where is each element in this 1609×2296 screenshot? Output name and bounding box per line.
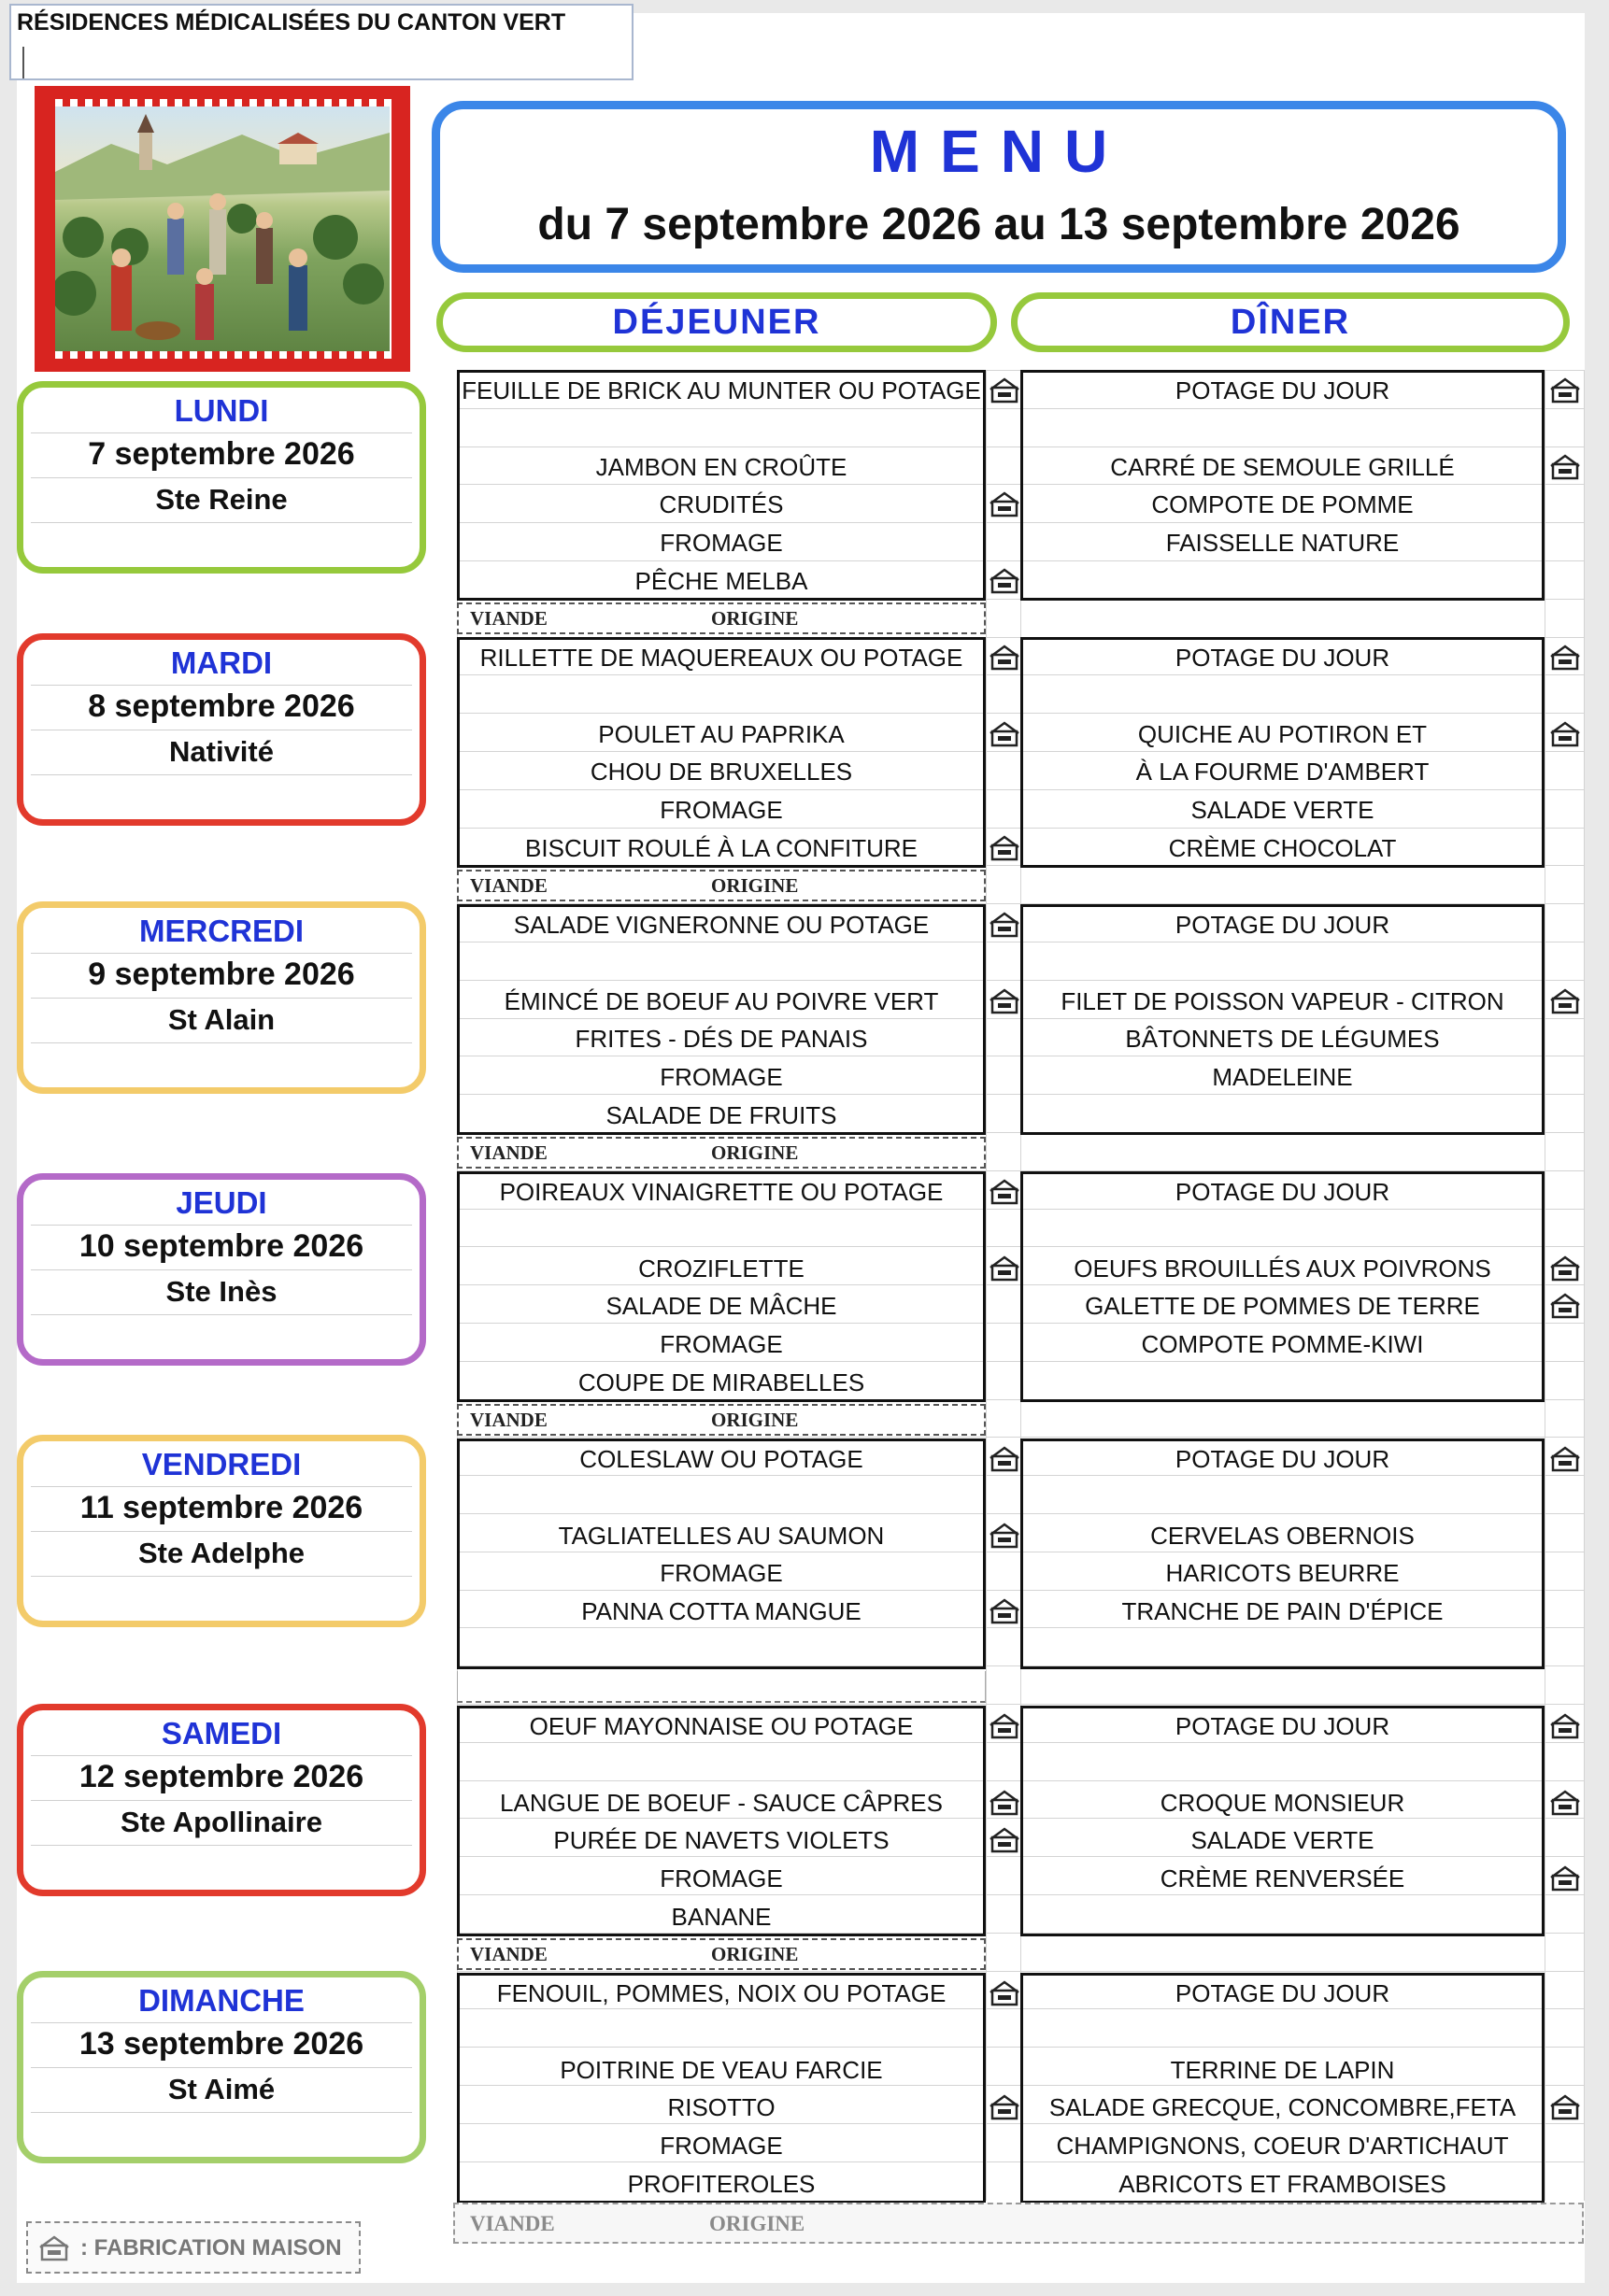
lunch-item <box>457 944 986 982</box>
viande-label: VIANDE <box>470 2212 555 2235</box>
lunch-item: JAMBON EN CROÛTE <box>595 452 847 481</box>
card-divider <box>31 685 412 686</box>
lunch-item: RILLETTE DE MAQUEREAUX OU POTAGE <box>479 644 963 672</box>
lunch-item <box>457 1746 986 1783</box>
day-name: JEUDI <box>176 1185 267 1220</box>
lunch-item: BISCUIT ROULÉ À LA CONFITURE <box>525 834 918 862</box>
home-made-icon <box>990 834 1019 862</box>
lunch-item: PURÉE DE NAVETS VIOLETS <box>553 1826 890 1855</box>
home-made-icon <box>1550 1712 1580 1740</box>
lunch-item <box>457 1212 986 1249</box>
home-made-icon <box>990 1979 1019 2007</box>
dinner-item <box>1020 677 1545 715</box>
residence-name: RÉSIDENCES MÉDICALISÉES DU CANTON VERT <box>17 9 566 35</box>
origine-label: ORIGINE <box>711 606 799 630</box>
day-name: MERCREDI <box>138 914 304 948</box>
dinner-item <box>1020 1097 1545 1134</box>
lunch-item: FROMAGE <box>660 529 783 558</box>
home-made-icon <box>1550 376 1580 404</box>
lunch-item: FROMAGE <box>660 796 783 825</box>
home-made-icon <box>1550 987 1580 1015</box>
dinner-item: MADELEINE <box>1212 1063 1353 1092</box>
day-date: 10 septembre 2026 <box>78 1228 364 1264</box>
day-card-samedi <box>17 1704 426 1896</box>
lunch-item: COLESLAW OU POTAGE <box>579 1445 863 1473</box>
lunch-item: POULET AU PAPRIKA <box>598 719 845 748</box>
viande-label: VIANDE <box>470 606 548 630</box>
day-date: 8 septembre 2026 <box>88 688 355 724</box>
viande-label: VIANDE <box>470 1942 548 1965</box>
lunch-item <box>457 1479 986 1516</box>
home-made-icon <box>990 376 1019 404</box>
dinner-item: COMPOTE DE POMME <box>1151 490 1414 519</box>
viande-origine-empty-row[interactable] <box>457 1671 986 1703</box>
day-card-vendredi <box>17 1435 426 1627</box>
day-date: 13 septembre 2026 <box>78 2026 364 2062</box>
day-saint: Ste Reine <box>155 483 288 516</box>
lunch-item: CHOU DE BRUXELLES <box>590 758 853 787</box>
day-saint: Nativité <box>169 735 274 768</box>
card-divider <box>31 432 412 433</box>
lunch-item: ÉMINCÉ DE BOEUF AU POIVRE VERT <box>504 986 939 1015</box>
dinner-item: QUICHE AU POTIRON ET <box>1137 719 1428 748</box>
dinner-item: POTAGE DU JOUR <box>1175 644 1390 672</box>
lunch-item: CRUDITÉS <box>659 490 784 519</box>
dinner-item <box>1020 1898 1545 1935</box>
viande-origine-row[interactable] <box>457 1404 986 1436</box>
origine-label: ORIGINE <box>709 2212 805 2235</box>
home-made-icon <box>1550 644 1580 672</box>
legend-text: : FABRICATION MAISON <box>80 2235 342 2261</box>
home-made-icon <box>990 987 1019 1015</box>
lunch-item: SALADE DE MÂCHE <box>605 1292 837 1321</box>
viande-label: VIANDE <box>470 1408 548 1431</box>
lunch-item <box>457 2013 986 2050</box>
dinner-item: POTAGE DU JOUR <box>1175 1445 1390 1473</box>
dinner-item: POTAGE DU JOUR <box>1175 376 1390 404</box>
home-made-icon <box>990 1789 1019 1817</box>
dinner-item: POTAGE DU JOUR <box>1175 1979 1390 2007</box>
dinner-item: À LA FOURME D'AMBERT <box>1135 758 1430 787</box>
viande-origine-row[interactable] <box>457 1938 986 1970</box>
day-name: DIMANCHE <box>138 1983 305 2018</box>
dinner-item: SALADE VERTE <box>1190 1826 1374 1855</box>
dinner-item: CARRÉ DE SEMOULE GRILLÉ <box>1110 452 1455 481</box>
dinner-item: SALADE VERTE <box>1190 796 1374 825</box>
viande-origine-row[interactable] <box>457 1137 986 1169</box>
lunch-item: FROMAGE <box>660 1559 783 1588</box>
dinner-item: ABRICOTS ET FRAMBOISES <box>1118 2170 1446 2198</box>
origine-label: ORIGINE <box>711 1408 799 1431</box>
home-made-icon <box>1550 2093 1580 2121</box>
card-divider <box>31 1800 412 1801</box>
lunch-item: TAGLIATELLES AU SAUMON <box>558 1521 885 1550</box>
home-made-icon <box>39 2234 69 2262</box>
dinner-item <box>1020 1479 1545 1516</box>
dinner-item: CRÈME RENVERSÉE <box>1160 1864 1405 1893</box>
home-made-icon <box>1550 1292 1580 1320</box>
lunch-item: POITRINE DE VEAU FARCIE <box>560 2055 883 2084</box>
dinner-item <box>1020 2013 1545 2050</box>
day-saint: St Aimé <box>167 2073 276 2105</box>
lunch-item: OEUF MAYONNAISE OU POTAGE <box>529 1712 914 1740</box>
day-saint: Ste Inès <box>165 1275 278 1308</box>
dinner-item <box>1020 410 1545 447</box>
viande-origine-footer[interactable] <box>453 2203 1584 2244</box>
origine-label: ORIGINE <box>711 1141 799 1164</box>
home-made-icon <box>990 720 1019 748</box>
dinner-item: BÂTONNETS DE LÉGUMES <box>1125 1025 1440 1054</box>
dinner-item: FAISSELLE NATURE <box>1165 529 1400 558</box>
day-card-dimanche <box>17 1971 426 2163</box>
dinner-item <box>1020 562 1545 600</box>
card-divider <box>31 1269 412 1270</box>
dinner-item: COMPOTE POMME-KIWI <box>1141 1330 1424 1359</box>
dinner-item: OEUFS BROUILLÉS AUX POIVRONS <box>1074 1254 1491 1283</box>
dinner-item: FILET DE POISSON VAPEUR - CITRON <box>1061 986 1504 1015</box>
dinner-item <box>1020 1631 1545 1668</box>
day-card-jeudi <box>17 1173 426 1366</box>
card-divider <box>31 1531 412 1532</box>
dinner-item: CROQUE MONSIEUR <box>1160 1788 1405 1817</box>
dinner-item: SALADE GRECQUE, CONCOMBRE,FETA <box>1048 2093 1516 2122</box>
menu-date-range: du 7 septembre 2026 au 13 septembre 2026 <box>537 200 1460 249</box>
lunch-item: FROMAGE <box>660 1063 783 1092</box>
dinner-item: POTAGE DU JOUR <box>1175 1178 1390 1206</box>
card-divider <box>31 1314 412 1315</box>
text-cursor <box>22 47 24 78</box>
home-made-icon <box>990 1826 1019 1854</box>
lunch-item: LANGUE DE BOEUF - SAUCE CÂPRES <box>500 1788 943 1817</box>
card-divider <box>31 1755 412 1756</box>
day-card-lundi <box>17 381 426 574</box>
lunch-item <box>457 1631 986 1668</box>
dinner-item: CERVELAS OBERNOIS <box>1150 1521 1415 1550</box>
card-divider <box>31 2067 412 2068</box>
dinner-item: TERRINE DE LAPIN <box>1170 2055 1395 2084</box>
viande-origine-row[interactable] <box>457 602 986 634</box>
origine-label: ORIGINE <box>711 1942 799 1965</box>
dinner-item <box>1020 1364 1545 1401</box>
dinner-item: POTAGE DU JOUR <box>1175 911 1390 939</box>
viande-origine-row[interactable] <box>457 870 986 901</box>
dinner-header: DÎNER <box>1011 292 1570 352</box>
dinner-item: TRANCHE DE PAIN D'ÉPICE <box>1121 1597 1444 1626</box>
viande-label: VIANDE <box>470 873 548 897</box>
home-made-icon <box>1550 1789 1580 1817</box>
home-made-icon <box>990 1178 1019 1206</box>
card-divider <box>31 1225 412 1226</box>
lunch-item: COUPE DE MIRABELLES <box>577 1368 865 1396</box>
dinner-item: CRÈME CHOCOLAT <box>1168 834 1397 862</box>
home-made-icon <box>990 1254 1019 1283</box>
home-made-icon <box>990 1597 1019 1625</box>
dinner-item <box>1020 1212 1545 1249</box>
card-divider <box>31 774 412 775</box>
dinner-item <box>1020 944 1545 982</box>
lunch-item: FROMAGE <box>660 1330 783 1359</box>
lunch-item: FEUILLE DE BRICK AU MUNTER OU POTAGE <box>462 376 981 404</box>
home-made-icon <box>1550 1445 1580 1473</box>
home-made-icon <box>1550 453 1580 481</box>
day-name: LUNDI <box>174 393 269 428</box>
card-divider <box>31 998 412 999</box>
card-divider <box>31 953 412 954</box>
dinner-item: POTAGE DU JOUR <box>1175 1712 1390 1740</box>
grid-column-line <box>986 370 987 2201</box>
dinner-item: GALETTE DE POMMES DE TERRE <box>1085 1292 1480 1321</box>
day-card-mardi <box>17 633 426 826</box>
grape-harvest-illustration <box>35 86 410 372</box>
day-name: SAMEDI <box>161 1716 282 1750</box>
day-saint: Ste Adelphe <box>138 1537 305 1569</box>
card-divider <box>31 2112 412 2113</box>
viande-label: VIANDE <box>470 1141 548 1164</box>
grid-column-line <box>1584 370 1585 2201</box>
lunch-item: POIREAUX VINAIGRETTE OU POTAGE <box>499 1178 944 1206</box>
home-made-icon <box>990 567 1019 595</box>
lunch-header: DÉJEUNER <box>436 292 997 352</box>
card-divider <box>31 1486 412 1487</box>
card-divider <box>31 1576 412 1577</box>
day-saint: Ste Apollinaire <box>121 1806 322 1838</box>
day-saint: St Alain <box>167 1003 276 1036</box>
card-divider <box>31 2022 412 2023</box>
lunch-item: FROMAGE <box>660 1864 783 1893</box>
lunch-item: SALADE DE FRUITS <box>605 1101 837 1129</box>
lunch-item <box>457 677 986 715</box>
lunch-item: BANANE <box>671 1903 772 1931</box>
home-made-icon <box>1550 1864 1580 1892</box>
day-card-mercredi <box>17 901 426 1094</box>
card-divider <box>31 1042 412 1043</box>
home-made-icon <box>990 1522 1019 1550</box>
lunch-item: PANNA COTTA MANGUE <box>581 1597 861 1626</box>
lunch-item: SALADE VIGNERONNE OU POTAGE <box>513 911 930 939</box>
lunch-item: RISOTTO <box>667 2093 776 2122</box>
home-made-icon <box>990 1712 1019 1740</box>
day-date: 11 septembre 2026 <box>79 1490 363 1525</box>
lunch-item <box>457 410 986 447</box>
home-made-icon <box>990 490 1019 518</box>
menu-title: MENU <box>869 118 1129 185</box>
day-name: VENDREDI <box>141 1447 302 1481</box>
dinner-item: HARICOTS BEURRE <box>1165 1559 1400 1588</box>
home-made-icon <box>1550 1254 1580 1283</box>
day-date: 7 septembre 2026 <box>88 436 355 472</box>
lunch-item: FRITES - DÉS DE PANAIS <box>575 1025 868 1054</box>
dinner-item: CHAMPIGNONS, COEUR D'ARTICHAUT <box>1056 2132 1509 2161</box>
menu-header <box>432 101 1566 273</box>
home-made-icon <box>1550 720 1580 748</box>
home-made-icon <box>990 644 1019 672</box>
home-made-icon <box>990 2093 1019 2121</box>
legend-box <box>26 2221 361 2274</box>
dinner-item <box>1020 1746 1545 1783</box>
home-made-icon <box>990 911 1019 939</box>
lunch-item: CROZIFLETTE <box>638 1254 804 1283</box>
lunch-item: FENOUIL, POMMES, NOIX OU POTAGE <box>496 1979 947 2007</box>
home-made-icon <box>990 1445 1019 1473</box>
lunch-item: FROMAGE <box>660 2132 783 2161</box>
lunch-item: PÊCHE MELBA <box>634 567 808 595</box>
card-divider <box>31 1845 412 1846</box>
origine-label: ORIGINE <box>711 873 799 897</box>
harvest-scene <box>55 106 390 351</box>
residence-name-box[interactable] <box>9 4 634 80</box>
day-date: 12 septembre 2026 <box>78 1759 364 1794</box>
lunch-item: PROFITEROLES <box>627 2170 816 2198</box>
card-divider <box>31 522 412 523</box>
card-divider <box>31 477 412 478</box>
day-date: 9 septembre 2026 <box>88 957 355 992</box>
day-name: MARDI <box>170 645 273 680</box>
